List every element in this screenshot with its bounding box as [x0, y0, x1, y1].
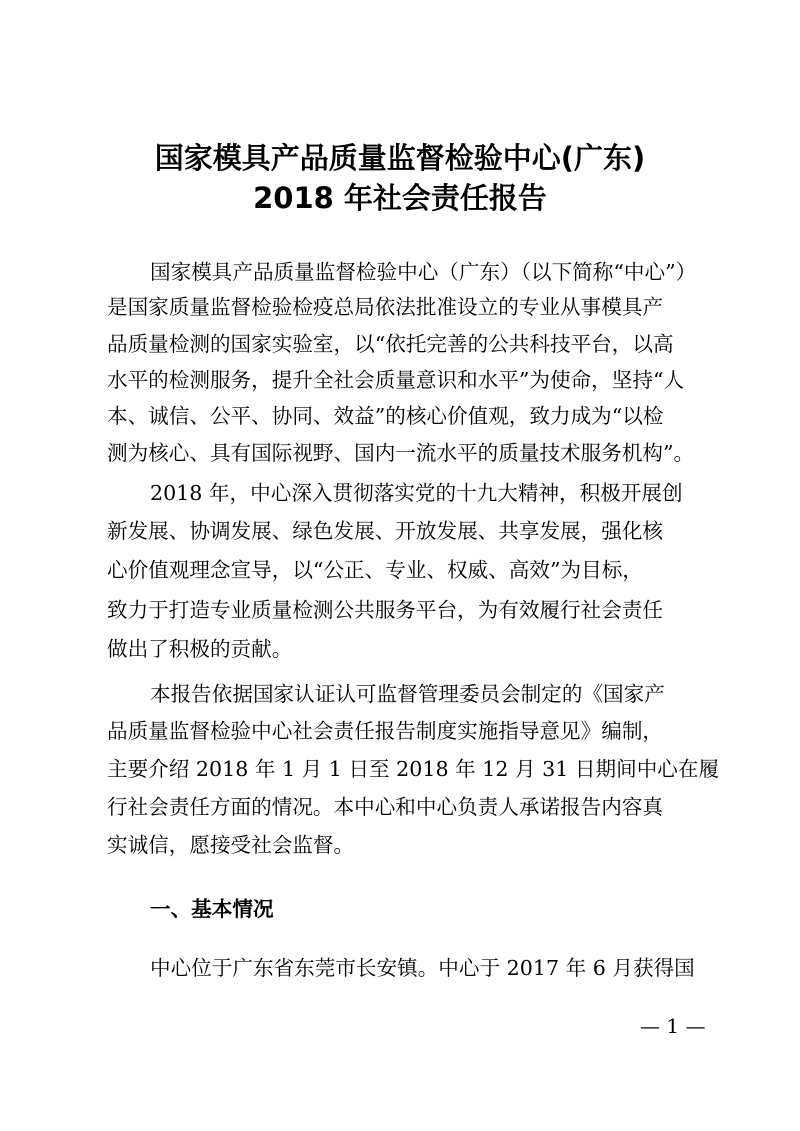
paragraph-1-line-2: 是国家质量监督检验检疫总局依法批准设立的专业从事模具产 — [107, 295, 664, 319]
page-number: — 1 — — [640, 1014, 706, 1038]
paragraph-1-line-1: 国家模具产品质量监督检验中心（广东）（以下简称“中心”） — [150, 260, 697, 284]
paragraph-2-line-5: 做出了积极的贡献。 — [107, 637, 293, 661]
report-title-line-2: 2018 年社会责任报告 — [253, 181, 547, 215]
paragraph-1-line-5: 本、诚信、公平、协同、效益”的核心价值观，致力成为“以检 — [107, 404, 664, 428]
paragraph-3-line-5: 实诚信，愿接受社会监督。 — [107, 833, 355, 857]
paragraph-1-line-3: 品质量检测的国家实验室，以“依托完善的公共科技平台，以高 — [107, 332, 674, 356]
paragraph-2-line-2: 新发展、协调发展、绿色发展、开放发展、共享发展，强化核 — [107, 519, 664, 543]
section-1-line-1: 中心位于广东省东莞市长安镇。中心于 2017 年 6 月获得国 — [150, 956, 695, 980]
paragraph-1-line-6: 测为核心、具有国际视野、国内一流水平的质量技术服务机构”。 — [107, 441, 695, 465]
paragraph-3-line-2: 品质量监督检验中心社会责任报告制度实施指导意见》编制， — [107, 719, 664, 743]
report-title-line-1: 国家模具产品质量监督检验中心(广东) — [154, 141, 646, 175]
paragraph-2-line-1: 2018 年，中心深入贯彻落实党的十九大精神，积极开展创 — [150, 481, 683, 505]
paragraph-3-line-1: 本报告依据国家认证认可监督管理委员会制定的《国家产 — [150, 682, 665, 706]
paragraph-3-line-4: 行社会责任方面的情况。本中心和中心负责人承诺报告内容真 — [107, 795, 664, 819]
section-1-heading: 一、基本情况 — [150, 897, 274, 921]
paragraph-1-line-4: 水平的检测服务，提升全社会质量意识和水平”为使命，坚持“人 — [107, 368, 685, 392]
paragraph-2-line-4: 致力于打造专业质量检测公共服务平台，为有效履行社会责任 — [107, 598, 664, 622]
paragraph-2-line-3: 心价值观理念宣导，以“公正、专业、权威、高效”为目标， — [107, 558, 643, 582]
paragraph-3-line-3: 主要介绍 2018 年 1 月 1 日至 2018 年 12 月 31 日期间中心在履 — [107, 757, 720, 781]
